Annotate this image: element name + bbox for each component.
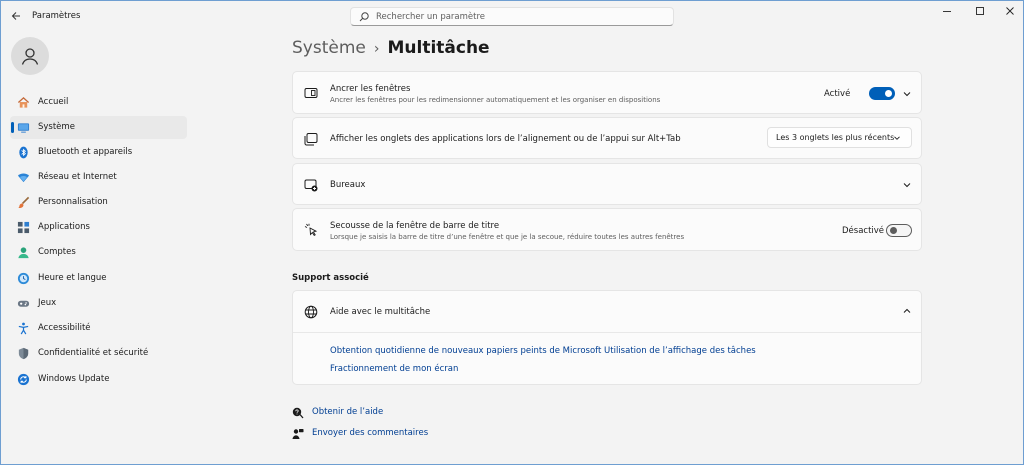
help-title: Aide avec le multitâche [330, 307, 431, 317]
sidebar-item-label: Système [38, 122, 75, 132]
breadcrumb [292, 38, 490, 58]
search-input[interactable] [350, 7, 674, 26]
shake-cursor-icon [304, 223, 318, 237]
setting-subtitle: Lorsque je saisis la barre de titre d’une fenêtre et que je la secoue, réduire toutes les autres fenêtres [330, 233, 685, 241]
feedback-icon [292, 428, 304, 440]
page-title: Multitâche [387, 38, 490, 58]
setting-title: Afficher les onglets des applications lors de l’alignement ou de l’appui sur Alt+Tab [330, 134, 681, 144]
user-icon [20, 46, 40, 66]
title-bar [0, 0, 1024, 32]
breadcrumb-parent[interactable]: Système [292, 38, 366, 58]
time-language-icon [17, 272, 30, 285]
setting-desktops[interactable] [292, 163, 922, 205]
minimize-button[interactable] [930, 0, 964, 22]
toggle-state-label: Activé [824, 89, 851, 99]
help-chat-icon [292, 407, 304, 419]
selection-indicator [11, 122, 14, 133]
maximize-icon [975, 6, 985, 16]
setting-title: Bureaux [330, 180, 366, 190]
app-tabs-icon [304, 132, 318, 146]
sidebar-item-label: Applications [38, 222, 90, 232]
accessibility-icon [17, 322, 30, 335]
sidebar-item-applications[interactable] [10, 216, 187, 239]
sidebar-item-label: Accessibilité [38, 323, 91, 333]
sidebar-item-comptes[interactable] [10, 241, 187, 264]
maximize-button[interactable] [963, 0, 997, 22]
setting-title: Secousse de la fenêtre de barre de titre [330, 221, 500, 231]
chevron-up-icon [902, 306, 912, 316]
sidebar-item-label: Bluetooth et appareils [38, 147, 133, 157]
get-help-link[interactable] [292, 406, 392, 420]
alt-tab-dropdown[interactable] [767, 127, 912, 148]
sidebar-item-label: Réseau et Internet [38, 172, 117, 182]
sidebar-item-heure-langue[interactable] [10, 267, 187, 290]
avatar[interactable] [11, 37, 49, 75]
bluetooth-icon [17, 146, 30, 159]
send-feedback-label: Envoyer des commentaires [312, 428, 429, 438]
section-title-support: Support associé [292, 273, 369, 283]
sidebar-item-reseau[interactable] [10, 166, 187, 189]
network-icon [17, 171, 30, 184]
send-feedback-link[interactable] [292, 427, 432, 441]
breadcrumb-separator: › [373, 41, 380, 57]
sidebar-item-systeme[interactable] [10, 116, 187, 139]
sidebar-item-bluetooth[interactable] [10, 141, 187, 164]
setting-title-bar-shake [292, 208, 922, 251]
sidebar-item-personnalisation[interactable] [10, 191, 187, 214]
sidebar-item-windows-update[interactable] [10, 368, 187, 391]
setting-snap-windows[interactable] [292, 71, 922, 114]
brush-icon [17, 196, 30, 209]
update-icon [17, 373, 30, 386]
help-header[interactable] [293, 291, 921, 332]
help-link-wallpapers-task-view[interactable]: Obtention quotidienne de nouveaux papiers peints de Microsoft Utilisation de l’affichage des tâches [330, 346, 756, 356]
setting-subtitle: Ancrer les fenêtres pour les redimensionner automatiquement et les organiser en dispositions [330, 96, 661, 104]
sidebar-item-label: Comptes [38, 247, 76, 257]
search-icon [359, 12, 369, 22]
sidebar-item-confidentialite[interactable] [10, 342, 187, 365]
divider [293, 332, 921, 333]
snap-layout-icon [304, 86, 318, 100]
sidebar-item-label: Heure et langue [38, 273, 107, 283]
close-icon [1005, 6, 1015, 16]
setting-alt-tab [292, 117, 922, 159]
shake-toggle[interactable] [886, 224, 912, 237]
sidebar-item-label: Confidentialité et sécurité [38, 348, 149, 358]
sidebar-item-accessibilite[interactable] [10, 317, 187, 340]
apps-icon [17, 221, 30, 234]
gaming-icon [17, 297, 30, 310]
help-multitasking-card [292, 290, 922, 385]
snap-toggle[interactable] [869, 87, 895, 100]
close-button[interactable] [993, 0, 1024, 22]
virtual-desktop-icon [304, 178, 318, 192]
search-placeholder: Rechercher un paramètre [376, 12, 486, 22]
toggle-state-label: Désactivé [842, 226, 885, 236]
sidebar-item-jeux[interactable] [10, 292, 187, 315]
chevron-down-icon[interactable] [902, 89, 912, 99]
help-link-split-screen[interactable]: Fractionnement de mon écran [330, 364, 459, 374]
app-title: Paramètres [32, 11, 81, 21]
get-help-label: Obtenir de l’aide [312, 407, 384, 417]
system-icon [17, 121, 30, 134]
sidebar-item-label: Windows Update [38, 374, 110, 384]
shield-icon [17, 347, 30, 360]
chevron-down-icon[interactable] [902, 180, 912, 190]
back-arrow-icon [11, 11, 21, 21]
sidebar-item-label: Accueil [38, 97, 69, 107]
chevron-down-icon [892, 133, 902, 143]
setting-title: Ancrer les fenêtres [330, 84, 411, 94]
minimize-icon [942, 6, 952, 16]
dropdown-value: Les 3 onglets les plus récents [776, 133, 895, 142]
home-icon [17, 96, 30, 109]
sidebar-item-accueil[interactable] [10, 91, 187, 114]
globe-icon [304, 305, 318, 319]
sidebar-item-label: Jeux [38, 298, 57, 308]
sidebar-item-label: Personnalisation [38, 197, 108, 207]
back-button[interactable] [8, 8, 24, 24]
accounts-icon [17, 246, 30, 259]
